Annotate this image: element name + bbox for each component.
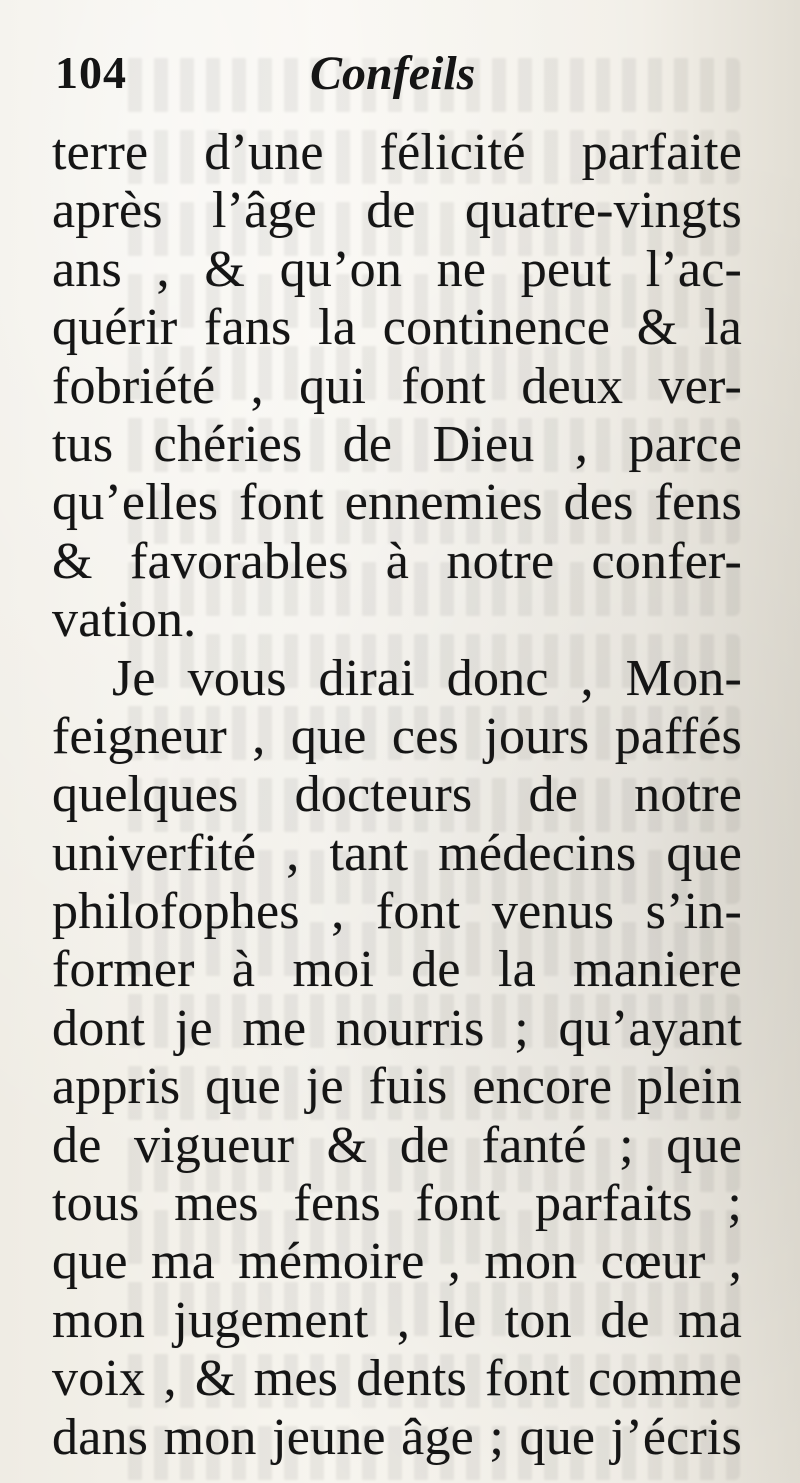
text-line: vation.	[52, 591, 197, 649]
text-line: feigneur , que ces jours paffés	[52, 707, 742, 765]
body-text	[52, 124, 742, 1467]
page-header	[55, 44, 755, 114]
text-line: tous mes fens font parfaits ;	[52, 1175, 742, 1233]
text-line: former à moi de la maniere	[52, 941, 742, 999]
text-line: qu’elles font ennemies des fens	[52, 474, 742, 532]
text-line: dans mon jeune âge ; que j’écris	[52, 1408, 742, 1466]
text-line: voix , & mes dents font comme	[52, 1350, 742, 1408]
text-line: fobriété , qui font deux ver-	[52, 357, 742, 415]
text-line: philofophes , font venus s’in-	[52, 883, 742, 941]
text-line: univerfité , tant médecins que	[52, 824, 742, 882]
text-line: de vigueur & de fanté ; que	[52, 1116, 742, 1174]
text-line: après l’âge de quatre-vingts	[52, 182, 742, 240]
text-line: quelques docteurs de notre	[52, 766, 742, 824]
text-line: tus chéries de Dieu , parce	[52, 415, 742, 473]
text-line: appris que je fuis encore plein	[52, 1058, 742, 1116]
text-line: que ma mémoire , mon cœur ,	[52, 1233, 742, 1291]
running-title: Confeils	[310, 47, 476, 100]
text-line: & favorables à notre confer-	[52, 532, 742, 590]
text-line: ans , & qu’on ne peut l’ac-	[52, 240, 742, 298]
text-line: mon jugement , le ton de ma	[52, 1291, 742, 1349]
text-line: terre d’une félicité parfaite	[52, 124, 742, 181]
text-line: Je vous dirai donc , Mon-	[112, 649, 742, 707]
text-line: quérir fans la continence & la	[52, 299, 742, 357]
text-line: dont je me nourris ; qu’ayant	[52, 999, 742, 1057]
page-number: 104	[55, 47, 127, 98]
